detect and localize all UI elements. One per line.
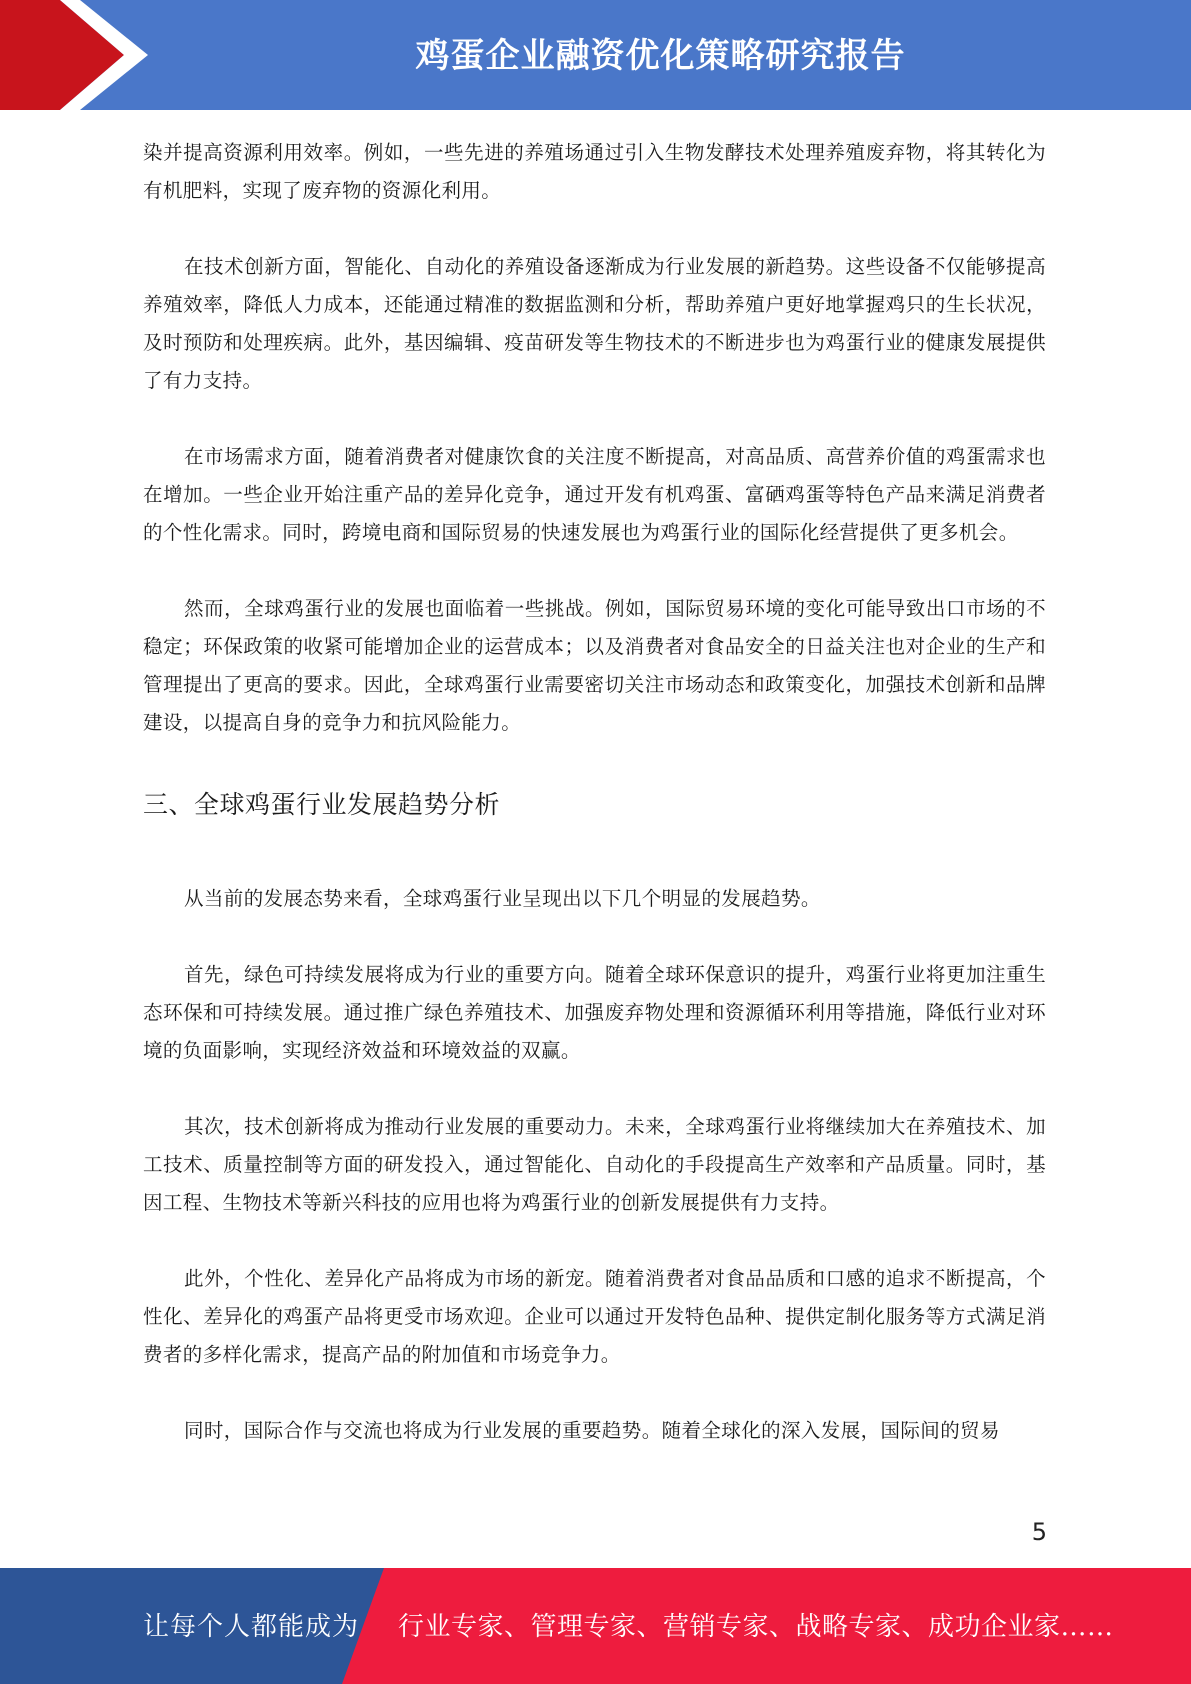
footer-slogan-left: 让每个人都能成为 <box>143 1612 360 1642</box>
page-footer <box>0 1568 1191 1684</box>
footer-slogan-right: 行业专家、管理专家、营销专家、战略专家、成功企业家…… <box>398 1612 1114 1642</box>
document-body <box>143 134 1046 1450</box>
paragraph: 其次，技术创新将成为推动行业发展的重要动力。未来，全球鸡蛋行业将继续加大在养殖技术、加工技术、质量控制等方面的研发投入，通过智能化、自动化的手段提高生产效率和产品质量。同时，基因工程、生物技术等新兴科技的应用也将为鸡蛋行业的创新发展提供有力支持。 <box>143 1115 1046 1214</box>
section-heading: 三、全球鸡蛋行业发展趋势分析 <box>143 790 501 819</box>
paragraph: 首先，绿色可持续发展将成为行业的重要方向。随着全球环保意识的提升，鸡蛋行业将更加注重生态环保和可持续发展。通过推广绿色养殖技术、加强废弃物处理和资源循环利用等措施，降低行业对环境的负面影响，实现经济效益和环境效益的双赢。 <box>143 963 1046 1062</box>
header-title: 鸡蛋企业融资优化策略研究报告 <box>415 36 906 76</box>
paragraph: 同时，国际合作与交流也将成为行业发展的重要趋势。随着全球化的深入发展，国际间的贸易 <box>184 1419 1000 1442</box>
page-header <box>0 0 1191 110</box>
paragraph: 此外，个性化、差异化产品将成为市场的新宠。随着消费者对食品品质和口感的追求不断提高，个性化、差异化的鸡蛋产品将更受市场欢迎。企业可以通过开发特色品种、提供定制化服务等方式满足消费者的多样化需求，提高产品的附加值和市场竞争力。 <box>143 1267 1046 1366</box>
paragraph: 在技术创新方面，智能化、自动化的养殖设备逐渐成为行业发展的新趋势。这些设备不仅能够提高养殖效率，降低人力成本，还能通过精准的数据监测和分析，帮助养殖户更好地掌握鸡只的生长状况，及时预防和处理疾病。此外，基因编辑、疫苗研发等生物技术的不断进步也为鸡蛋行业的健康发展提供了有力支持。 <box>143 255 1046 392</box>
paragraph: 染并提高资源利用效率。例如，一些先进的养殖场通过引入生物发酵技术处理养殖废弃物，将其转化为有机肥料，实现了废弃物的资源化利用。 <box>143 141 1046 202</box>
page-number: 5 <box>1031 1518 1047 1546</box>
paragraph: 然而，全球鸡蛋行业的发展也面临着一些挑战。例如，国际贸易环境的变化可能导致出口市场的不稳定；环保政策的收紧可能增加企业的运营成本；以及消费者对食品安全的日益关注也对企业的生产和管理提出了更高的要求。因此，全球鸡蛋行业需要密切关注市场动态和政策变化，加强技术创新和品牌建设，以提高自身的竞争力和抗风险能力。 <box>143 597 1046 734</box>
paragraph: 从当前的发展态势来看，全球鸡蛋行业呈现出以下几个明显的发展趋势。 <box>184 887 821 910</box>
paragraph: 在市场需求方面，随着消费者对健康饮食的关注度不断提高，对高品质、高营养价值的鸡蛋需求也在增加。一些企业开始注重产品的差异化竞争，通过开发有机鸡蛋、富硒鸡蛋等特色产品来满足消费者的个性化需求。同时，跨境电商和国际贸易的快速发展也为鸡蛋行业的国际化经营提供了更多机会。 <box>143 445 1046 544</box>
